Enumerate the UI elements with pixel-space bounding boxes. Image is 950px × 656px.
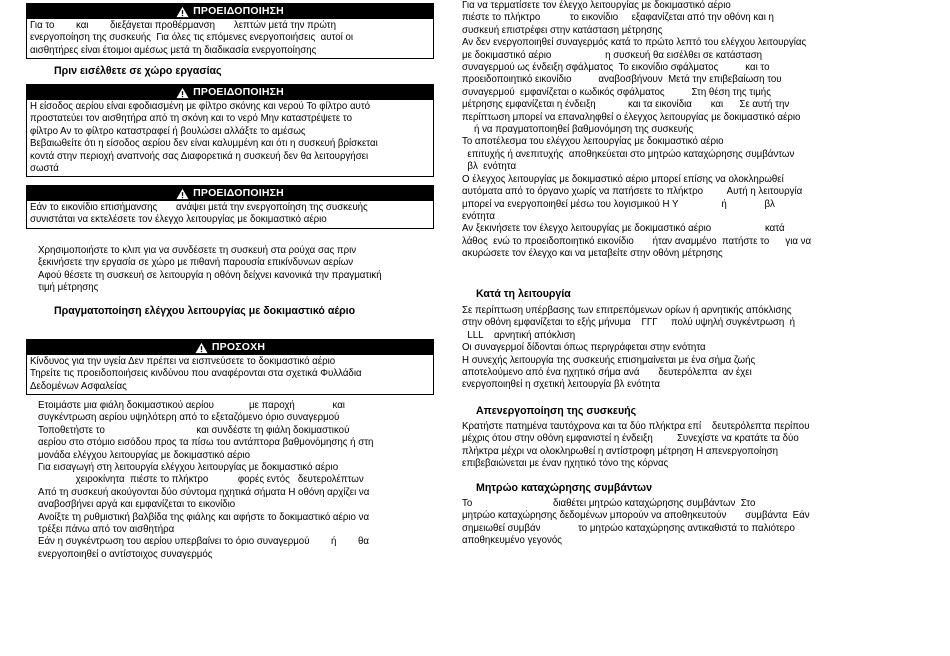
section-heading: Πραγματοποίηση ελέγχου λειτουργίας με δοκιμαστικό αέριο bbox=[54, 305, 356, 317]
text-line: πιέστε το πλήκτρο το εικονίδιο εξαφανίζεται από την οθόνη και η bbox=[462, 12, 774, 24]
text-line: Η είσοδος αερίου είναι εφοδιασμένη με φίλτρο σκόνης και νερού Το φίλτρο αυτό bbox=[30, 101, 371, 112]
text-line: Αν ξεκινήσετε τον έλεγχο λειτουργίας με δοκιμαστικό αέριο κατά bbox=[462, 223, 785, 235]
warning-box bbox=[26, 84, 434, 177]
text-line: Ανοίξτε τη ρυθμιστική βαλβίδα της φιάλης και αφήστε το δοκιμαστικό αέριο να bbox=[38, 511, 370, 523]
text-line: LLL αρνητική απόκλιση bbox=[462, 329, 576, 341]
text-line: Η συνεχής λειτουργία της συσκευής επισημαίνεται με ένα σήμα ζωής bbox=[462, 354, 756, 366]
text-line: μονάδα ελέγχου λειτουργίας με δοκιμαστικό αέριο bbox=[38, 449, 251, 461]
text-line: συγκέντρωση αερίου υψηλότερη από το εξεταζόμενο όριο συναγερμού bbox=[38, 412, 340, 424]
paragraph bbox=[26, 400, 373, 561]
text-line: κοντά στην περιοχή αναπνοής σας Διαφορετικά η συσκευή δεν θα λειτουργήσει bbox=[30, 150, 369, 162]
text-line: σημειωθεί συμβάν το μητρώο καταχώρησης αντικαθιστά το παλιότερο bbox=[462, 522, 795, 534]
text-line: Για να τερματίσετε τον έλεγχο λειτουργίας με δοκιμαστικό αέριο bbox=[462, 0, 731, 11]
warning-triangle-icon bbox=[195, 342, 208, 354]
text-line: αναβοσβήνει αργά και εμφανίζεται το εικονίδιο bbox=[38, 499, 236, 511]
text-line: επιτυχής ή ανεπιτυχής αποθηκεύεται στο μητρώο καταχώρησης συμβάντων bbox=[462, 148, 795, 160]
text-line: βλ ενότητα bbox=[462, 161, 517, 173]
paragraph bbox=[462, 305, 795, 392]
text-line: Το διαθέτει μητρώο καταχώρησης συμβάντων Στο bbox=[462, 498, 756, 509]
text-line: ενότητα bbox=[462, 210, 495, 222]
text-line: πλήκτρα μέχρι να ολοκληρωθεί η αντίστροφη μέτρηση Η απενεργοποίηση bbox=[462, 445, 779, 457]
paragraph bbox=[462, 0, 811, 261]
warning-text bbox=[27, 19, 433, 58]
text-line: αερίου στο στόμιο εισόδου προς τα πίσω του αντάπτορα βαθμονόμησης ή στη bbox=[38, 437, 374, 449]
text-line: Αν δεν ενεργοποιηθεί συναγερμός κατά το πρώτο λεπτό του ελέγχου λειτουργίας bbox=[462, 37, 807, 49]
text-line: ενεργοποίηση της συσκευής Για όλες τις επόμενες ενεργοποιήσεις αυτοί οι bbox=[30, 32, 354, 44]
paragraph bbox=[462, 421, 810, 471]
section-heading: Απενεργοποίηση της συσκευής bbox=[476, 405, 637, 417]
text-line: Χρησιμοποιήστε το κλιπ για να συνδέσετε τη συσκευή στα ρούχα σας πριν bbox=[38, 245, 357, 256]
text-line: Για το και διεξάγεται προθέρμανση λεπτών μετά την πρώτη bbox=[30, 20, 336, 31]
text-line: ακυρώσετε τον έλεγχο και να μεταβείτε στην οθόνη μέτρησης bbox=[462, 248, 723, 260]
text-line: μπορεί να ενεργοποιηθεί μέσω του λογισμικού Η Υ ή βλ bbox=[462, 198, 775, 210]
text-line: αποθηκευμένο γεγονός bbox=[462, 535, 562, 547]
warning-text bbox=[27, 201, 433, 228]
caution-text bbox=[27, 355, 433, 394]
text-line: Τοποθετήστε το και συνδέστε τη φιάλη δοκιμαστικού bbox=[38, 424, 350, 436]
text-line: μέτρησης εμφανίζεται η ένδειξη και τα εικονίδια και Σε αυτή την bbox=[462, 99, 790, 111]
warning-title: ΠΡΟΕΙΔΟΠΟΙΗΣΗ bbox=[193, 187, 284, 199]
warning-triangle-icon bbox=[176, 188, 189, 200]
caution-header bbox=[27, 340, 433, 355]
text-line: Εάν το εικονίδιο επισήμανσης ανάψει μετά την ενεργοποίηση της συσκευής bbox=[30, 202, 368, 213]
text-line: Κρατήστε πατημένα ταυτόχρονα και τα δύο πλήκτρα επί δευτερόλεπτα περίπου bbox=[462, 421, 810, 432]
paragraph bbox=[462, 498, 810, 548]
text-line: τιμή μέτρησης bbox=[38, 282, 99, 294]
text-line: φίλτρο Αν το φίλτρο καταστραφεί ή βουλώσει αλλάξτε το αμέσως bbox=[30, 125, 306, 137]
warning-title: ΠΡΟΕΙΔΟΠΟΙΗΣΗ bbox=[193, 86, 284, 98]
warning-triangle-icon bbox=[176, 87, 189, 99]
text-line: επιβεβαιώνεται με έναν ηχητικό τόνο της κόρνας bbox=[462, 458, 669, 470]
warning-box bbox=[26, 3, 434, 59]
text-line: συσκευή επιστρέφει στην κατάσταση μέτρησης bbox=[462, 24, 663, 36]
text-line: Κίνδυνος για την υγεία Δεν πρέπει να εισπνεύσετε το δοκιμαστικό αέριο bbox=[30, 356, 336, 367]
text-line: Εάν η συγκέντρωση του αερίου υπερβαίνει το όριο συναγερμού ή θα bbox=[38, 536, 369, 548]
text-line: στην οθόνη εμφανίζεται το εξής μήνυμα ΓΓΓ πολύ υψηλή συγκέντρωση ή bbox=[462, 317, 796, 329]
warning-box bbox=[26, 185, 434, 229]
text-line: σωστά bbox=[30, 163, 59, 175]
text-line: χειροκίνητα πιέστε το πλήκτρο φορές εντός δευτερολέπτων bbox=[38, 474, 364, 486]
text-line: περίπτωση μπορεί να επαναληφθεί ο έλεγχος λειτουργίας με δοκιμαστικό αέριο bbox=[462, 111, 801, 123]
text-line: Οι συναγερμοί δίδονται όπως περιγράφεται στην ενότητα bbox=[462, 342, 706, 354]
text-line: Τηρείτε τις προειδοποιήσεις κινδύνου που αναφέρονται στα σχετικά Φυλλάδια bbox=[30, 368, 362, 380]
text-line: συναγερμού εμφανίζεται ο κωδικός σφάλματος Στη θέση της τιμής bbox=[462, 86, 771, 98]
text-line: αισθητήρες είναι έτοιμοι αμέσως μετά τη διαδικασία ενεργοποίησης bbox=[30, 44, 317, 56]
text-line: συνιστάται να εκτελέσετε τον έλεγχο λειτουργίας με δοκιμαστικό αέριο bbox=[30, 214, 327, 226]
text-line: Δεδομένων Ασφαλείας bbox=[30, 380, 127, 392]
warning-header bbox=[27, 4, 433, 19]
text-line: συναγερμού ως ένδειξη σφάλματος Το εικονίδιο σφάλματος και το bbox=[462, 62, 770, 74]
text-line: προειδοποιητικό εικονίδιο αναβοσβήνουν Μετά την επιβεβαίωση του bbox=[462, 74, 782, 86]
text-line: Ο έλεγχος λειτουργίας με δοκιμαστικό αέριο μπορεί επίσης να ολοκληρωθεί bbox=[462, 173, 784, 185]
text-line: λάθος ενώ το προειδοποιητικό εικονίδιο ήταν αναμμένο πατήστε το για να bbox=[462, 235, 812, 247]
text-line: αυτόματα από το όργανο χωρίς να πατήσετε το πλήκτρο Αυτή η λειτουργία bbox=[462, 186, 803, 198]
text-line: ξεκινήσετε την εργασία σε χώρο με πιθανή παρουσία επικίνδυνων αερίων bbox=[38, 257, 354, 269]
text-line: ενεργοποιηθεί η σχετική λειτουργία βλ ενότητα bbox=[462, 379, 660, 391]
text-line: Για εισαγωγή στη λειτουργία ελέγχου λειτουργίας με δοκιμαστικό αέριο bbox=[38, 462, 339, 474]
text-line: ή να πραγματοποιηθεί βαθμονόμηση της συσκευής bbox=[474, 124, 694, 136]
warning-text bbox=[27, 100, 433, 176]
section-heading: Πριν εισέλθετε σε χώρο εργασίας bbox=[54, 65, 222, 77]
section-heading: Μητρώο καταχώρησης συμβάντων bbox=[476, 482, 653, 494]
text-line: Ετοιμάστε μια φιάλη δοκιμαστικού αερίου με παροχή και bbox=[38, 400, 345, 411]
text-line: Βεβαιωθείτε ότι η είσοδος αερίου δεν είναι καλυμμένη και ότι η συσκευή βρίσκεται bbox=[30, 138, 378, 150]
caution-box bbox=[26, 339, 434, 395]
warning-triangle-icon bbox=[176, 6, 189, 18]
text-line: τρέξει πάνω από τον αισθητήρα bbox=[38, 524, 175, 536]
text-line: Από τη συσκευή ακούγονται δύο σύντομα ηχητικά σήματα Η οθόνη αρχίζει να bbox=[38, 486, 370, 498]
text-line: Αφού θέσετε τη συσκευή σε λειτουργία η οθόνη δείχνει κανονικά την πραγματική bbox=[38, 269, 382, 281]
section-heading: Κατά τη λειτουργία bbox=[476, 288, 571, 300]
warning-title: ΠΡΟΕΙΔΟΠΟΙΗΣΗ bbox=[193, 5, 284, 17]
paragraph bbox=[26, 245, 382, 295]
text-line: μητρώο καταχώρησης δεδομένων μπορούν να αποθηκευτούν συμβάντα Εάν bbox=[462, 510, 810, 522]
text-line: Σε περίπτωση υπέρβασης των επιτρεπόμενων ορίων ή αρνητικής απόκλισης bbox=[462, 305, 792, 316]
text-line: προστατεύει τον αισθητήρα από τη σκόνη και το νερό Μην καταστρέψετε το bbox=[30, 113, 352, 125]
warning-header bbox=[27, 186, 433, 201]
text-line: Το αποτέλεσμα του ελέγχου λειτουργίας με δοκιμαστικό αέριο bbox=[462, 136, 724, 148]
text-line: αποτελούμενο από ένα ηχητικό σήμα ανά δευτερόλεπτα αν έχει bbox=[462, 367, 752, 379]
text-line: μέχρις ότου στην οθόνη εμφανιστεί η ένδειξη Συνεχίστε να κρατάτε τα δύο bbox=[462, 433, 799, 445]
text-line: ενεργοποιηθεί ο αντίστοιχος συναγερμός bbox=[38, 548, 213, 560]
caution-title: ΠΡΟΣΟΧΗ bbox=[211, 341, 266, 353]
text-line: με δοκιμαστικό αέριο η συσκευή θα εισέλθει σε κατάσταση bbox=[462, 49, 763, 61]
warning-header bbox=[27, 85, 433, 100]
